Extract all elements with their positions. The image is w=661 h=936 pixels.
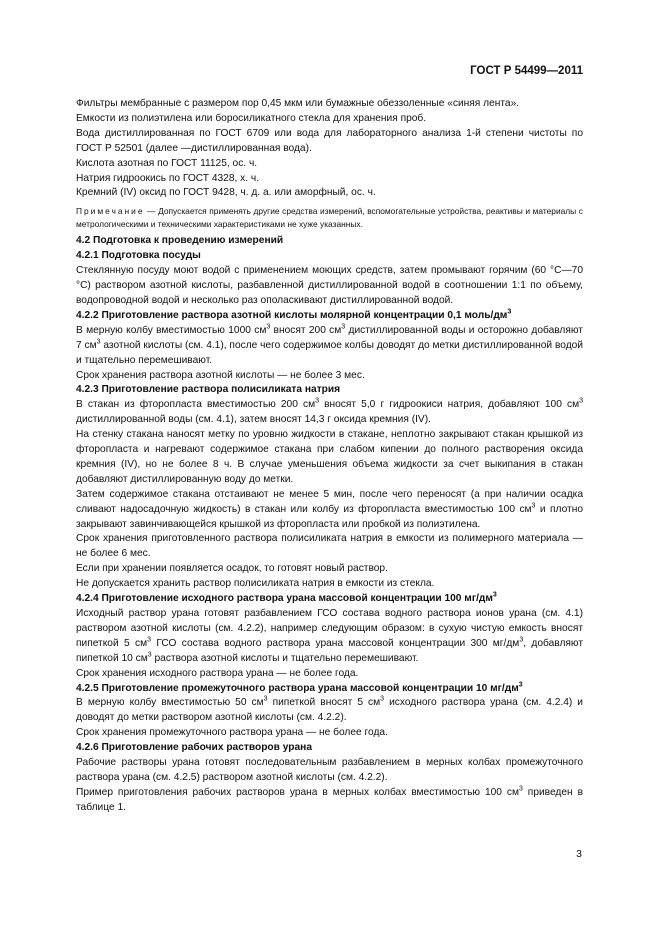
paragraph: Пример приготовления рабочих растворов урана в мерных колбах вместимостью 100 $см^3$ приведен в таблице 1. (76, 785, 583, 813)
section-heading: 4.2.6 Приготовление рабочих растворов урана (76, 742, 312, 754)
paragraph: Стеклянную посуду моют водой с применением моющих средств, затем промывают горячим (60 °С—70 °С) раствором азотной кислоты, разбавленной дистиллированной водой в соотношении 1:1 по объему, водопроводной водой и несколько раз ополаскивают дистиллированной водой. (76, 265, 583, 306)
paragraph: Затем содержимое стакана отстаивают не менее 5 мин, после чего переносят (а при наличии осадка сливают надосадочную жидкость) в стакан или колбу из фторопласта вместимостью 100 $см^3$ и плотно закрывают завинчивающейся крышкой из фторопласта или пробкой из полиэтилена. (76, 488, 583, 530)
paragraph: Кремний (IV) оксид по ГОСТ 9428, ч. д. а. или аморфный, ос. ч. (76, 187, 376, 199)
paragraph: Фильтры мембранные с размером пор 0,45 мкм или бумажные обеззоленные «синяя лента». (76, 98, 520, 109)
paragraph: Срок хранения приготовленного раствора полисиликата натрия в емкости из полимерного материала — не более 6 мес. (76, 533, 583, 560)
section-heading: 4.2.2 Приготовление раствора азотной кислоты молярной концентрации 0,1 моль/$дм^3$ (76, 308, 512, 321)
note-label: Примечание (76, 206, 145, 217)
paragraph: Натрия гидроокись по ГОСТ 4328, х. ч. (76, 172, 260, 184)
paragraph: Срок хранения раствора азотной кислоты — не более 3 мес. (76, 369, 365, 381)
section-heading: 4.2.1 Подготовка посуды (76, 250, 201, 262)
paragraph: В мерную колбу вместимостью 50 $см^3$ пипеткой вносят 5 $см^3$ исходного раствора урана (см. 4.2.4) и доводят до метки раствором азотной кислоты (см. 4.2.2). (76, 696, 583, 724)
paragraph: Вода дистиллированная по ГОСТ 6709 или вода для лабораторного анализа 1-й степени чистоты по ГОСТ Р 52501 (далее —дистиллированная вода). (76, 127, 583, 154)
paragraph: Если при хранении появляется осадок, то готовят новый раствор. (76, 563, 388, 575)
document-code: ГОСТ Р 54499—2011 (470, 65, 583, 77)
document-body (76, 97, 583, 816)
paragraph: Исходный раствор урана готовят разбавлением ГСО состава водного раствора ионов урана (см. 4.1) раствором азотной кислоты (см. 4.2.2), например следующим образом: в сухую чистую емкость вносят пипеткой 5 $см^3$ ГСО состава водного раствора урана массовой концентрации 300 $мг/дм^3$, добавляют пипеткой 10 $см^3$ раствора азотной кислоты и тщательно перемешивают. (76, 608, 583, 664)
section-heading: 4.2 Подготовка к проведению измерений (76, 235, 284, 247)
paragraph: В мерную колбу вместимостью 1000 $см^3$ вносят 200 $см^3$ дистиллированной воды и осторожно добавляют 7 $см^3$ азотной кислоты (см. 4.1), после чего содержимое колбы доводят до метки дистиллированной водой и тщательно перемешивают. (76, 323, 583, 366)
note (76, 205, 583, 231)
paragraph: Кислота азотная по ГОСТ 11125, ос. ч. (76, 157, 258, 169)
page-number: 3 (576, 848, 582, 860)
note-text: — Допускается применять другие средства измерений, вспомогательные устройства, реактивы и материалы с метрологическими и техническими характеристиками не хуже указанных. (76, 206, 583, 230)
section-heading: 4.2.5 Приготовление промежуточного раствора урана массовой концентрации 10 $мг/дм^3$ (76, 681, 523, 694)
paragraph: В стакан из фторопласта вместимостью 200 $см^3$ вносят 5,0 г гидроокиси натрия, добавляют 100 $см^3$ дистиллированной воды (см. 4.1), затем вносят 14,3 г оксида кремния (IV). (76, 397, 583, 426)
paragraph: Емкости из полиэтилена или боросиликатного стекла для хранения проб. (76, 112, 427, 124)
paragraph: Срок хранения исходного раствора урана — не более года. (76, 667, 359, 679)
paragraph: Не допускается хранить раствор полисиликата натрия в емкости из стекла. (76, 578, 435, 590)
section-heading: 4.2.4 Приготовление исходного раствора урана массовой концентрации 100 $мг/дм^3$ (76, 591, 497, 605)
paragraph: Рабочие растворы урана готовят последовательным разбавлением в мерных колбах промежуточного раствора урана (см. 4.2.5) раствором азотной кислоты (см. 4.2.2). (76, 757, 583, 783)
paragraph: На стенку стакана наносят метку по уровню жидкости в стакане, неплотно закрывают стакан крышкой из фторопласта и нагревают содержимое стакана при слабом кипении до полного растворения оксида кремния (IV), но не более 8 ч. В случае уменьшения объема жидкости за счет выкипания в стакан добавляют дистиллированную воду до метки. (76, 429, 583, 485)
section-heading: 4.2.3 Приготовление раствора полисиликата натрия (76, 384, 341, 396)
paragraph: Срок хранения промежуточного раствора урана — не более года. (76, 727, 388, 739)
